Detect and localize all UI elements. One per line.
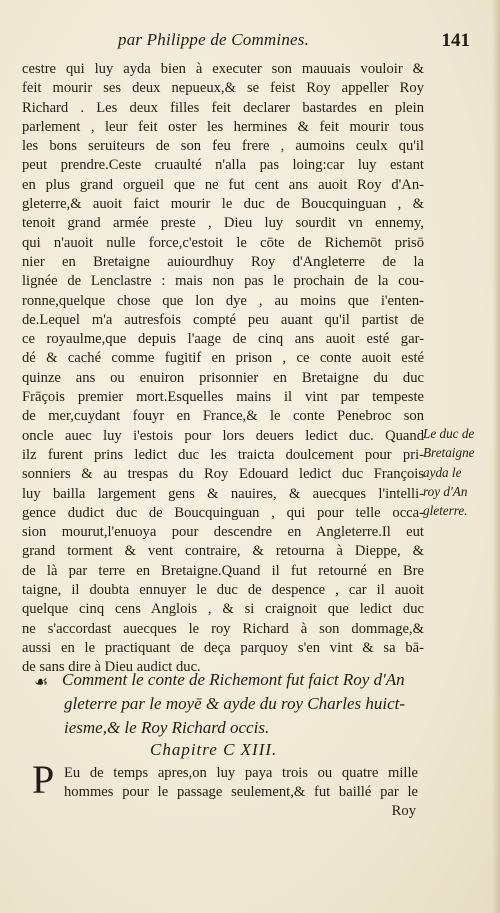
text-line: peut prendre.Ceste cruaulté n'alla pas loing:car luy estant [22, 157, 424, 174]
text-line: ce royaulme,que depuis l'aage de cinq ans auoit esté gar- [22, 331, 424, 348]
text-line: aussi en le practiquant de deça parquoy s'en vint & sa bā- [22, 639, 424, 656]
text-line: quinze ans ou enuiron prisonnier en Bretaigne du duc [22, 369, 424, 386]
text-line: quelque cinq cens Anglois , & si craignoit que ledict duc [22, 601, 424, 618]
text-line: en plus grand orgueil que ne fut cent ans auoit Roy d'An- [22, 176, 424, 193]
marginal-note-line: Bretaigne [423, 445, 475, 461]
marginal-note-line: roy d'An [423, 483, 468, 499]
running-head: par Philippe de Commines. [118, 30, 310, 49]
chapter-number: Chapitre C XIII. [150, 740, 278, 759]
chapter-heading-line: iesme,& le Roy Richard occis. [64, 718, 270, 737]
text-line: gence dudict duc de Boucquinguan , qui pour telle occa- [22, 504, 424, 521]
text-line: grand torment & vent contraire, & retourna à Dieppe, & [22, 543, 424, 560]
catchword: Roy [391, 803, 416, 819]
text-line: les bons seruiteurs de son feu frere , aumoins ceulx qu'il [22, 138, 424, 155]
chapter-heading-line: Comment le conte de Richemont fut faict Roy d'An [62, 670, 405, 689]
text-line: tenoit grand armée preste , Dieu luy sourdit vn ennemy, [22, 215, 424, 232]
text-line: lignée de Lenclastre : mais non pas le prochain de la cou- [22, 273, 424, 290]
marginal-note [423, 424, 500, 520]
text-line: Frāçois premier mort.Esquelles mains il vint par tempeste [22, 389, 424, 406]
text-line: de sans dire à Dieu audict duc. [22, 659, 201, 676]
text-line: ne s'accordast auecques le roy Richard à son dommage,& [22, 620, 424, 637]
chapter-heading [34, 668, 464, 740]
text-line: ilz furent prins ledict duc les traicta doulcement pour pri- [22, 446, 424, 463]
text-line: taigne, il doubta ennuyer le duc de despence , car il auoit [22, 582, 424, 599]
text-line: cestre qui luy ayda bien à executer son mauuais vouloir & [22, 61, 424, 77]
text-line: dé & caché comme fugitif en prison , ce conte auoit esté [22, 350, 424, 367]
folio-number: 141 [441, 30, 470, 51]
text-line: de.Lequel m'a autresfois compté peu auant qu'il partist de [22, 311, 424, 328]
text-line: sion mourut,l'enuoya pour descendre en Angleterre.Il eut [22, 524, 424, 541]
marginal-note-line: ayda le [423, 464, 462, 480]
text-line: luy bailla largement gens & nauires, & auecques l'intelli- [22, 485, 424, 502]
chapter-heading-line: gleterre par le moyē & ayde du roy Charles huict- [64, 694, 406, 713]
marginal-note-line: gleterre. [423, 503, 468, 519]
text-line: Eu de temps apres,on luy paya trois ou quatre mille [64, 765, 418, 781]
text-line: sonniers & au trespas du Roy Edouard ledict duc François [22, 466, 424, 483]
page-header [0, 30, 500, 54]
text-line: Richard . Les deux filles feit declarer bastardes en plein [22, 99, 424, 116]
text-line: de là par terre en Bretaigne.Quand il fut retourné en Bre [22, 562, 424, 579]
text-line: ronne,quelque chose que lon dye , au moins que i'enten- [22, 292, 424, 309]
marginal-note-line: Le duc de [423, 426, 475, 441]
text-line: gleterre,& auoit faict mourir le duc de Boucquinguan , & [22, 196, 424, 213]
text-line: parlement , leur feit oster les hermines & feit mourir tous [22, 118, 424, 135]
fleuron-icon: ☙ [34, 674, 49, 691]
main-text-block [22, 60, 424, 678]
text-line: qui n'auoit nulle force,c'estoit le cōte de Richemōt prisō [22, 234, 424, 251]
text-line: hommes pour le passage seulement,& fut baillé par le [64, 784, 418, 801]
text-line: oncle auec luy i'estois pour lors deuers ledict duc. Quand [22, 427, 424, 444]
text-line: nier en Bretaigne auiourdhuy Roy d'Angleterre de la [22, 253, 424, 270]
text-line: de mer,cuydant fouyr en France,& le conte Penebroc son [22, 408, 424, 425]
text-line: feit mourir ses deux nepueux,& se feist Roy appeller Roy [22, 80, 424, 97]
drop-capital: P [32, 757, 55, 802]
chapter-opening-text [36, 764, 418, 803]
